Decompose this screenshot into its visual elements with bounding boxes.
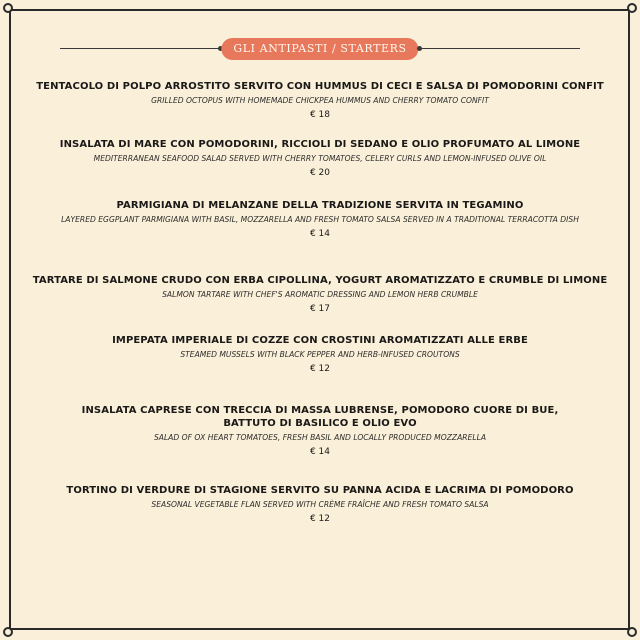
dish-price: € 18	[309, 110, 331, 120]
dish-title: TENTACOLO DI POLPO ARROSTITO SERVITO CON HUMMUS DI CECI E SALSA DI POMODORINI CONFIT	[36, 81, 604, 92]
menu-item-polpo	[30, 80, 610, 121]
menu-item-impepata-cozze	[30, 334, 610, 375]
dish-price: € 12	[309, 364, 331, 374]
dish-title-line-1: INSALATA CAPRESE CON TRECCIA DI MASSA LUBRENSE, POMODORO CUORE DI BUE,	[81, 405, 559, 416]
dish-description: SALMON TARTARE WITH CHEF'S AROMATIC DRESSING AND LEMON HERB CRUMBLE	[162, 290, 478, 299]
dish-price: € 20	[309, 168, 331, 178]
dish-price: € 14	[309, 229, 331, 239]
corner-ornament-top-left	[3, 3, 13, 13]
menu-item-parmigiana	[30, 199, 610, 240]
menu-item-tortino-verdure	[30, 484, 610, 525]
dish-title: PARMIGIANA DI MELANZANE DELLA TRADIZIONE SERVITA IN TEGAMINO	[116, 200, 524, 211]
corner-ornament-bottom-right	[627, 627, 637, 637]
dish-price: € 17	[309, 304, 331, 314]
header-divider-right	[420, 48, 580, 49]
menu-item-tartare-salmone	[30, 274, 610, 315]
dish-description: GRILLED OCTOPUS WITH HOMEMADE CHICKPEA HUMMUS AND CHERRY TOMATO CONFIT	[151, 96, 489, 105]
header-divider-left	[60, 48, 220, 49]
corner-ornament-bottom-left	[3, 627, 13, 637]
dish-title: IMPEPATA IMPERIALE DI COZZE CON CROSTINI AROMATIZZATI ALLE ERBE	[112, 335, 528, 346]
dish-description: MEDITERRANEAN SEAFOOD SALAD SERVED WITH CHERRY TOMATOES, CELERY CURLS AND LEMON-INFUSED OLIVE OIL	[93, 154, 547, 163]
section-title: GLI ANTIPASTI / STARTERS	[221, 38, 418, 60]
menu-item-caprese	[30, 404, 610, 458]
dish-title-line-2: BATTUTO DI BASILICO E OLIO EVO	[223, 418, 417, 429]
dish-description: SEASONAL VEGETABLE FLAN SERVED WITH CRÈME FRAÎCHE AND FRESH TOMATO SALSA	[151, 500, 489, 509]
menu-item-insalata-di-mare	[30, 138, 610, 179]
dish-title: TARTARE DI SALMONE CRUDO CON ERBA CIPOLLINA, YOGURT AROMATIZZATO E CRUMBLE DI LIMONE	[32, 275, 608, 286]
dish-price: € 12	[309, 514, 331, 524]
corner-ornament-top-right	[627, 3, 637, 13]
dish-title: INSALATA DI MARE CON POMODORINI, RICCIOLI DI SEDANO E OLIO PROFUMATO AL LIMONE	[59, 139, 581, 150]
dish-title: TORTINO DI VERDURE DI STAGIONE SERVITO SU PANNA ACIDA E LACRIMA DI POMODORO	[66, 485, 574, 496]
dish-price: € 14	[309, 447, 331, 457]
dish-description: SALAD OF OX HEART TOMATOES, FRESH BASIL AND LOCALLY PRODUCED MOZZARELLA	[153, 433, 487, 442]
dish-description: STEAMED MUSSELS WITH BLACK PEPPER AND HERB-INFUSED CROUTONS	[180, 350, 460, 359]
section-header	[60, 38, 580, 60]
dish-description: LAYERED EGGPLANT PARMIGIANA WITH BASIL, MOZZARELLA AND FRESH TOMATO SALSA SERVED IN A TRADITIONAL TERRACOTTA DISH	[61, 215, 579, 224]
